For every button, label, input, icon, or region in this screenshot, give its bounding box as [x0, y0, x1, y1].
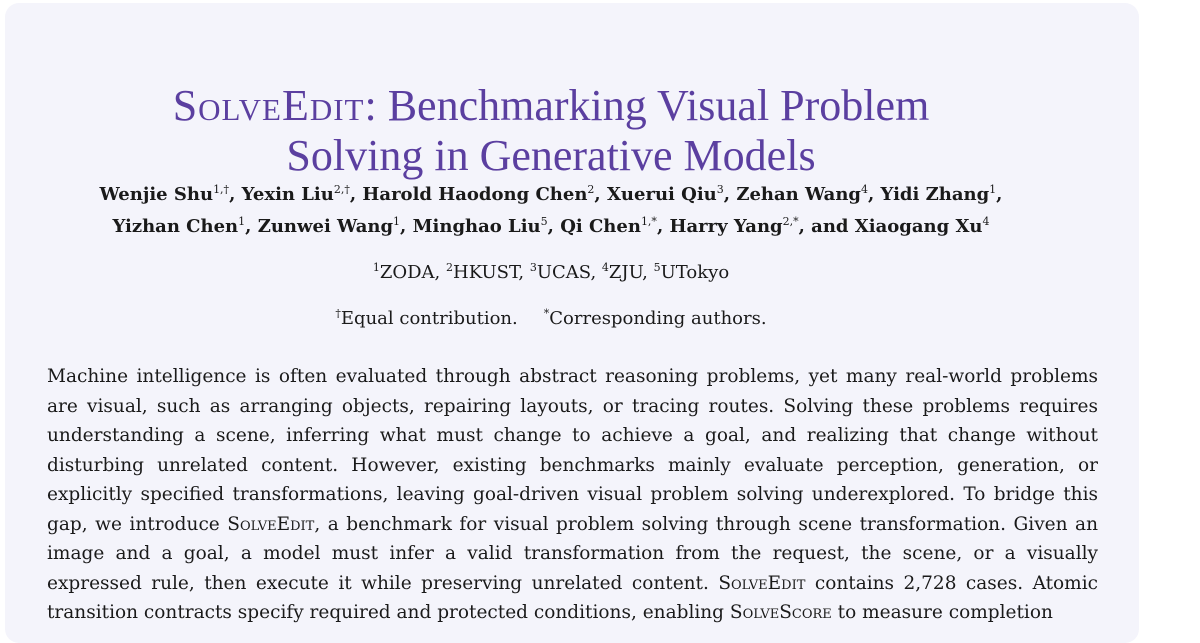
- abstract-text-4: to measure completion: [831, 602, 1053, 623]
- author-affiliation-mark: 3: [716, 183, 724, 196]
- author-separator: ,: [594, 184, 607, 205]
- author-entry: [100, 184, 230, 205]
- affiliation-name: UCAS: [536, 262, 591, 283]
- affiliations: [5, 261, 1097, 285]
- author-separator: ,: [723, 184, 737, 205]
- author-name: Zunwei Wang: [257, 216, 394, 237]
- author-entry: [607, 184, 724, 205]
- author-affiliation-mark: 4: [861, 183, 868, 196]
- affiliation-name: HKUST: [453, 262, 519, 283]
- author-name: Xiaogang Xu: [854, 216, 983, 237]
- author-affiliation-mark: 1,*: [640, 215, 657, 228]
- author-name: Zehan Wang: [736, 184, 861, 205]
- author-entry: [112, 216, 245, 237]
- author-separator: ,: [547, 216, 561, 237]
- author-separator: ,: [656, 216, 670, 237]
- author-separator: ,: [400, 216, 413, 237]
- author-affiliation-mark: 1: [238, 215, 246, 228]
- author-affiliation-mark: 1: [393, 215, 401, 228]
- author-separator: ,: [245, 216, 258, 237]
- affiliation-separator: ,: [518, 262, 530, 283]
- author-list: [5, 179, 1097, 243]
- author-name: Yexin Liu: [241, 184, 334, 205]
- paper-title: [5, 81, 1097, 181]
- author-affiliation-mark: 2,*: [782, 215, 799, 228]
- author-name: Minghao Liu: [412, 216, 541, 237]
- affiliation-separator: ,: [642, 262, 654, 283]
- equal-contribution-mark: †: [335, 307, 341, 320]
- author-affiliation-mark: 2,†: [333, 183, 350, 196]
- affiliation-mark: 2: [446, 261, 453, 274]
- affiliation-name: UTokyo: [660, 262, 730, 283]
- benchmark-name: SolveEdit: [172, 81, 365, 131]
- affiliation-name: ZODA: [379, 262, 435, 283]
- affiliation-mark: 5: [653, 261, 661, 274]
- author-entry: [362, 184, 594, 205]
- paper-card: [5, 3, 1139, 643]
- author-entry: [413, 216, 548, 237]
- author-entry: [258, 216, 400, 237]
- author-name: Wenjie Shu: [99, 184, 214, 205]
- abstract-text-2: , a benchmark for visual problem solving through scene transformation. Given an image and a goal, a model must infer a valid transformation from the request, the scene, or a visually expressed rule, then execute it while preserving unrelated content.: [47, 513, 1098, 594]
- author-separator: ,: [996, 184, 1003, 205]
- author-entry: [560, 216, 657, 237]
- corresponding-text: Corresponding authors.: [549, 308, 767, 329]
- author-separator: ,: [229, 184, 242, 205]
- author-name: Yidi Zhang: [880, 184, 990, 205]
- author-affiliation-mark: 1: [989, 183, 997, 196]
- abstract-text-1: Machine intelligence is often evaluated through abstract reasoning problems, yet many real-world problems are visual, such as arranging objects, repairing layouts, or tracing routes. Solving these problems requires understanding a scene, inferring what must change to achieve a goal, and realizing that change without disturbing unrelated content. However, existing benchmarks mainly evaluate perception, generation, or explicitly specified transformations, leaving goal-driven visual problem solving underexplored. To bridge this gap, we introduce: [47, 366, 1098, 535]
- author-entry: [242, 184, 350, 205]
- author-affiliation-mark: 4: [982, 215, 990, 228]
- affiliation-mark: 3: [529, 261, 537, 274]
- author-name: Yizhan Chen: [112, 216, 239, 237]
- affiliation-separator: ,: [434, 262, 446, 283]
- affiliation-mark: 1: [372, 261, 380, 274]
- author-entry: [669, 216, 798, 237]
- benchmark-name-inline: SolveEdit: [718, 572, 806, 594]
- affiliation-separator: ,: [590, 262, 602, 283]
- author-separator: ,: [868, 184, 881, 205]
- author-entry: [881, 184, 997, 205]
- affiliation-name: ZJU: [608, 262, 643, 283]
- author-name: Xuerui Qiu: [606, 184, 717, 205]
- metric-name-inline: SolveScore: [729, 602, 832, 623]
- author-affiliation-mark: 2: [587, 183, 595, 196]
- author-name: Qi Chen: [560, 216, 641, 237]
- title-line1-rest: : Benchmarking Visual Problem: [364, 81, 930, 131]
- corresponding-mark: *: [543, 307, 550, 320]
- abstract: [47, 362, 1098, 628]
- title-line2: Solving in Generative Models: [286, 131, 816, 181]
- author-notes: [5, 307, 1097, 331]
- benchmark-name-inline: SolveEdit: [227, 513, 315, 535]
- abstract-text-3: contains 2,728 cases. Atomic transition contracts specify required and protected conditions, enabling: [47, 572, 1099, 623]
- author-entry: [736, 184, 868, 205]
- author-name: Harold Haodong Chen: [362, 184, 588, 205]
- equal-contribution-text: Equal contribution.: [340, 308, 518, 329]
- author-name: Harry Yang: [669, 216, 783, 237]
- author-separator: ,: [349, 184, 363, 205]
- affiliation-mark: 4: [601, 261, 609, 274]
- author-entry: [855, 216, 990, 237]
- author-affiliation-mark: 5: [540, 215, 548, 228]
- author-separator: , and: [798, 216, 855, 237]
- author-affiliation-mark: 1,†: [213, 183, 230, 196]
